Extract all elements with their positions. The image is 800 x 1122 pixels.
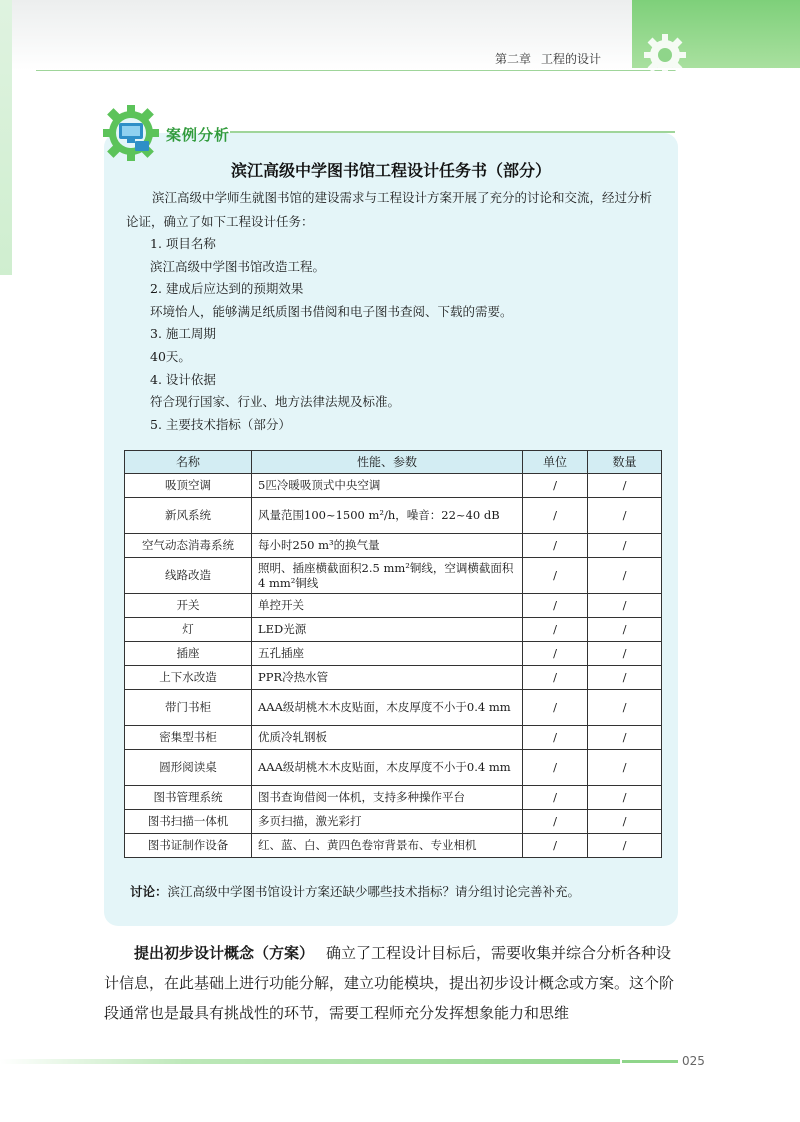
cell-unit: /	[523, 786, 588, 810]
case-discussion	[130, 882, 670, 900]
cell-qty: /	[588, 558, 662, 594]
cell-qty: /	[588, 534, 662, 558]
left-margin-stripe	[0, 0, 12, 275]
paragraph-text: 确立了工程设计目标后，需要收集并综合分析各种设计信息，在此基础上进行功能分解，建立功能模块，提出初步设计概念或方案。这个阶段通常也是最具有挑战性的环节，需要工程师充分发挥想象能力和思维	[104, 944, 675, 1022]
case-task-list	[150, 233, 660, 436]
cell-spec: 5匹冷暖吸顶式中央空调	[252, 474, 523, 498]
tech-spec-table	[124, 450, 662, 858]
cell-spec: AAA级胡桃木木皮贴面，木皮厚度不小于0.4 mm	[252, 690, 523, 726]
task-line: 40天。	[150, 348, 191, 364]
cell-qty: /	[588, 474, 662, 498]
table-row	[125, 474, 662, 498]
cell-qty: /	[588, 690, 662, 726]
case-tab-line	[230, 131, 675, 133]
column-header-name: 名称	[125, 451, 252, 474]
task-line: 环境怡人，能够满足纸质图书借阅和电子图书查阅、下载的需要。	[150, 303, 513, 319]
cell-qty: /	[588, 642, 662, 666]
task-line: 4. 设计依据	[150, 371, 216, 387]
running-header	[495, 50, 611, 67]
body-paragraph	[104, 938, 680, 1028]
discussion-text: 滨江高级中学图书馆设计方案还缺少哪些技术指标？请分组讨论完善补充。	[167, 884, 581, 899]
task-line: 滨江高级中学图书馆改造工程。	[150, 258, 326, 274]
cell-qty: /	[588, 618, 662, 642]
gear-icon	[640, 30, 690, 80]
cell-qty: /	[588, 834, 662, 858]
gear-monitor-icon	[101, 101, 165, 165]
paragraph-lead: 提出初步设计概念（方案）	[134, 944, 315, 962]
case-title: 滨江高级中学图书馆工程设计任务书（部分）	[230, 161, 551, 180]
footer-rule	[0, 1059, 620, 1064]
cell-name: 开关	[125, 594, 252, 618]
cell-unit: /	[523, 750, 588, 786]
cell-name: 新风系统	[125, 498, 252, 534]
task-line: 1. 项目名称	[150, 236, 216, 251]
cell-qty: /	[588, 594, 662, 618]
cell-unit: /	[523, 534, 588, 558]
cell-spec: LED光源	[252, 618, 523, 642]
discussion-label: 讨论：	[130, 884, 168, 899]
cell-spec: 风量范围100~1500 m²/h，噪音：22~40 dB	[252, 498, 523, 534]
table-row	[125, 834, 662, 858]
footer-rule-short	[622, 1060, 678, 1063]
cell-name: 灯	[125, 618, 252, 642]
cell-name: 密集型书柜	[125, 726, 252, 750]
task-line: 5. 主要技术指标（部分）	[150, 416, 291, 432]
task-line: 2. 建成后应达到的预期效果	[150, 281, 304, 297]
table-row	[125, 810, 662, 834]
cell-name: 上下水改造	[125, 666, 252, 690]
cell-spec: 图书查询借阅一体机，支持多种操作平台	[252, 786, 523, 810]
cell-spec: 多页扫描，激光彩打	[252, 810, 523, 834]
column-header-qty: 数量	[588, 451, 662, 474]
cell-unit: /	[523, 558, 588, 594]
cell-qty: /	[588, 810, 662, 834]
cell-qty: /	[588, 498, 662, 534]
cell-qty: /	[588, 750, 662, 786]
table-row	[125, 558, 662, 594]
header-rule	[36, 70, 676, 71]
cell-spec: 每小时250 m³的换气量	[252, 534, 523, 558]
cell-name: 线路改造	[125, 558, 252, 594]
table-row	[125, 618, 662, 642]
column-header-spec: 性能、参数	[252, 451, 523, 474]
cell-unit: /	[523, 474, 588, 498]
table-row	[125, 726, 662, 750]
cell-name: 圆形阅读桌	[125, 750, 252, 786]
table-row	[125, 786, 662, 810]
cell-unit: /	[523, 726, 588, 750]
cell-spec: 红、蓝、白、黄四色卷帘背景布、专业相机	[252, 834, 523, 858]
cell-name: 图书证制作设备	[125, 834, 252, 858]
table-header-row	[125, 451, 662, 474]
case-intro: 滨江高级中学师生就图书馆的建设需求与工程设计方案开展了充分的讨论和交流，经过分析论证，确立了如下工程设计任务：	[126, 190, 653, 229]
cell-unit: /	[523, 594, 588, 618]
cell-name: 空气动态消毒系统	[125, 534, 252, 558]
cell-unit: /	[523, 834, 588, 858]
table-row	[125, 498, 662, 534]
cell-name: 带门书柜	[125, 690, 252, 726]
cell-spec: AAA级胡桃木木皮贴面，木皮厚度不小于0.4 mm	[252, 750, 523, 786]
cell-unit: /	[523, 498, 588, 534]
task-line: 3. 施工周期	[150, 326, 216, 342]
column-header-unit: 单位	[523, 451, 588, 474]
cell-name: 图书管理系统	[125, 786, 252, 810]
cell-name: 图书扫描一体机	[125, 810, 252, 834]
cell-spec: 单控开关	[252, 594, 523, 618]
chapter-number: 第二章	[495, 52, 532, 66]
cell-spec: 五孔插座	[252, 642, 523, 666]
table-row	[125, 642, 662, 666]
table-row	[125, 594, 662, 618]
cell-unit: /	[523, 666, 588, 690]
cell-qty: /	[588, 666, 662, 690]
table-row	[125, 750, 662, 786]
cell-unit: /	[523, 642, 588, 666]
table-row	[125, 534, 662, 558]
cell-qty: /	[588, 726, 662, 750]
case-label: 案例分析	[166, 126, 231, 144]
cell-name: 吸顶空调	[125, 474, 252, 498]
table-row	[125, 690, 662, 726]
cell-spec: PPR冷热水管	[252, 666, 523, 690]
chapter-title: 工程的设计	[541, 52, 602, 66]
cell-unit: /	[523, 618, 588, 642]
cell-qty: /	[588, 786, 662, 810]
cell-name: 插座	[125, 642, 252, 666]
task-line: 符合现行国家、行业、地方法律法规及标准。	[150, 394, 401, 410]
page-number: 025	[682, 1054, 705, 1068]
cell-unit: /	[523, 810, 588, 834]
cell-spec: 优质冷轧钢板	[252, 726, 523, 750]
cell-unit: /	[523, 690, 588, 726]
cell-spec: 照明、插座横截面积2.5 mm²铜线，空调横截面积4 mm²铜线	[252, 558, 523, 594]
table-row	[125, 666, 662, 690]
